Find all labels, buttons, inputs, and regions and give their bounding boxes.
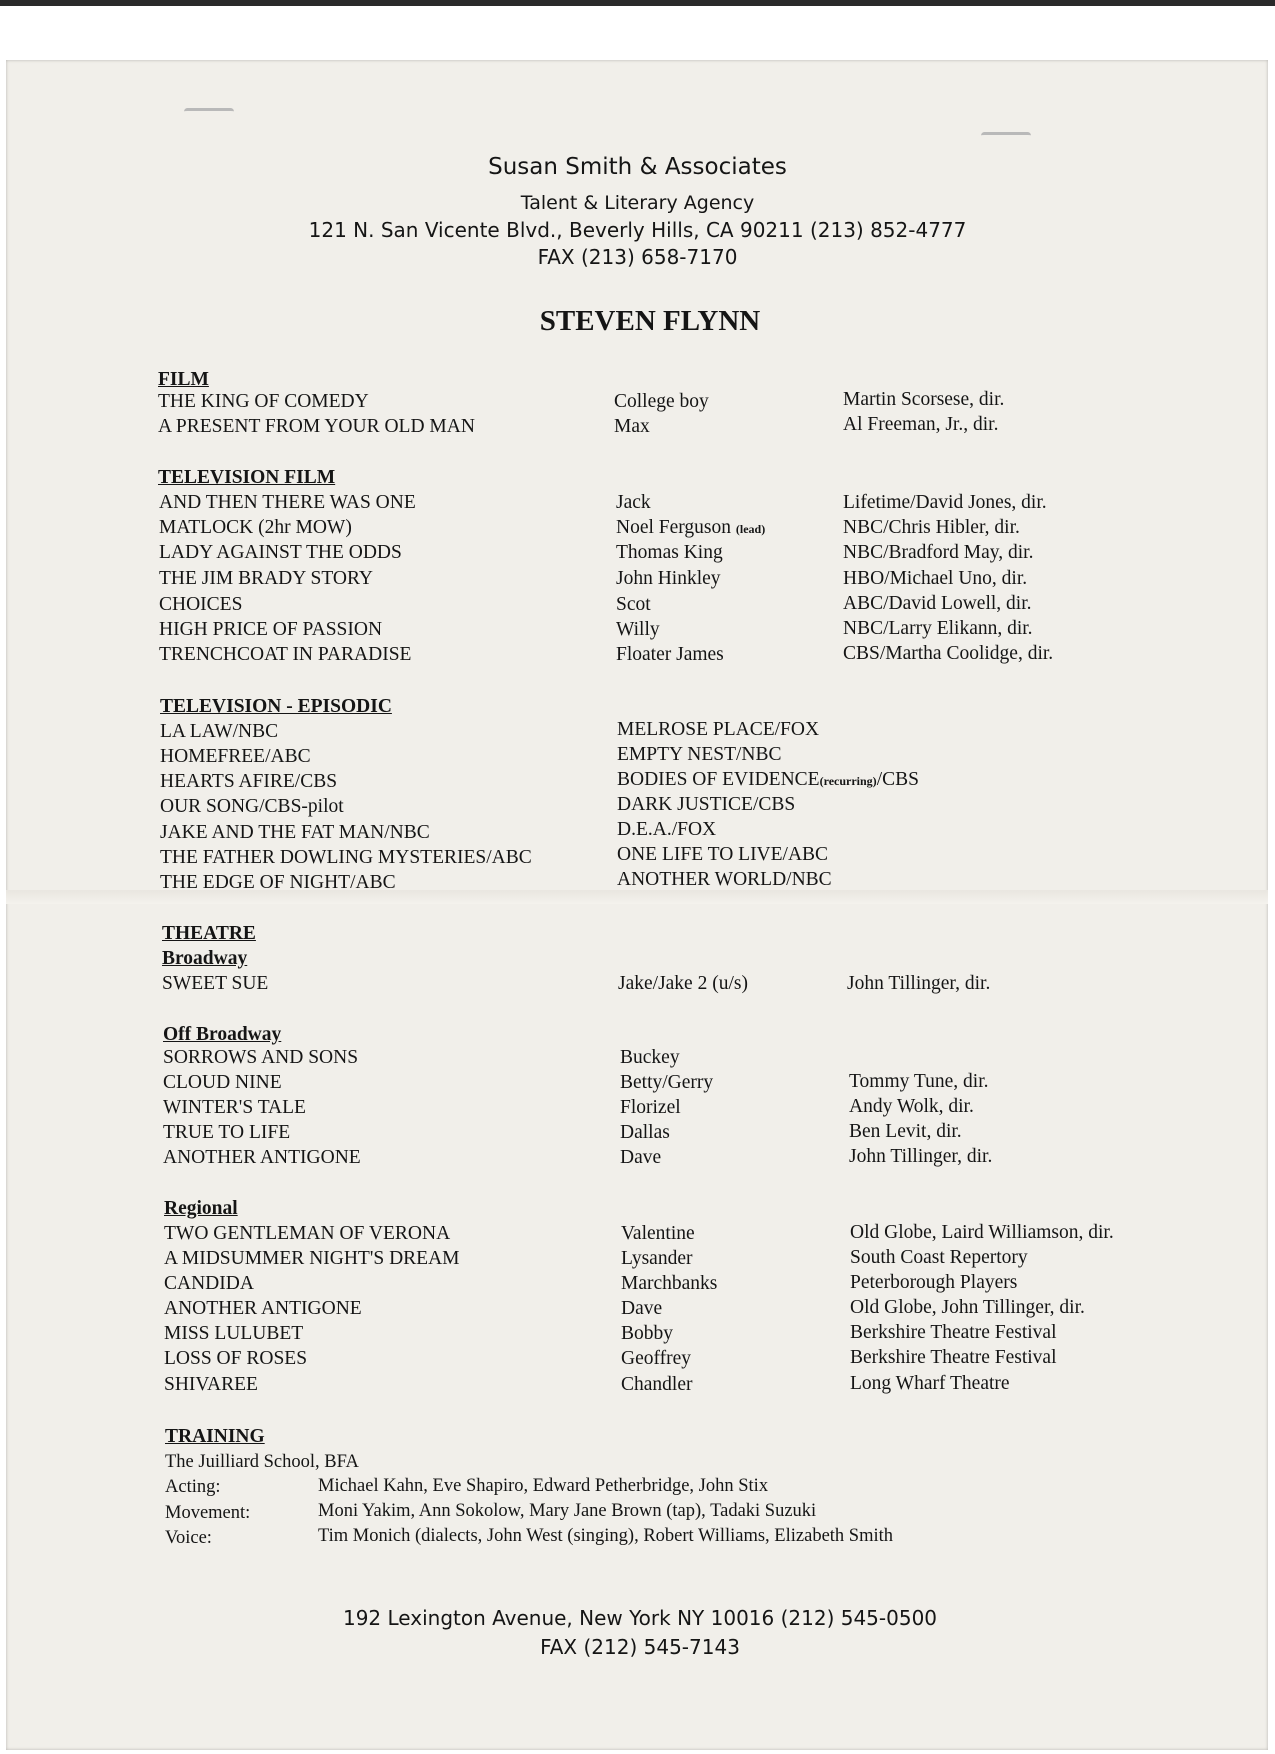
episodic-credit: D.E.A./FOX — [617, 819, 717, 840]
credit-role: Florizel — [620, 1097, 681, 1118]
credit-director: John Tillinger, dir. — [847, 973, 991, 994]
credit-director: Tommy Tune, dir. — [849, 1071, 989, 1092]
credit-title: SORROWS AND SONS — [163, 1047, 359, 1068]
credit-role: Thomas King — [616, 542, 723, 563]
credit-director: Berkshire Theatre Festival — [850, 1347, 1057, 1368]
credit-title: SWEET SUE — [162, 973, 269, 994]
credit-director: Peterborough Players — [850, 1272, 1018, 1293]
agency-tagline: Talent & Literary Agency — [520, 192, 755, 214]
episodic-credit: OUR SONG/CBS-pilot — [160, 796, 344, 817]
episodic-credit-title: BODIES OF EVIDENCE — [617, 769, 820, 790]
credit-title: TRENCHCOAT IN PARADISE — [159, 644, 412, 665]
credit-director: South Coast Repertory — [850, 1247, 1028, 1268]
staple-mark-left — [184, 108, 234, 115]
episodic-credit: MELROSE PLACE/FOX — [617, 719, 820, 740]
credit-role: Buckey — [620, 1047, 680, 1068]
subheading-broadway: Broadway — [162, 948, 248, 969]
credit-role: Lysander — [621, 1248, 693, 1269]
credit-director: Ben Levit, dir. — [849, 1121, 962, 1142]
credit-role: Marchbanks — [621, 1273, 718, 1294]
section-heading-tv-film: TELEVISION FILM — [158, 467, 336, 488]
credit-title: TWO GENTLEMAN OF VERONA — [164, 1223, 451, 1244]
credit-title: THE KING OF COMEDY — [158, 391, 369, 412]
credit-title: SHIVAREE — [164, 1374, 258, 1395]
footer-fax: FAX (212) 545-7143 — [540, 1635, 740, 1659]
credit-title: ANOTHER ANTIGONE — [163, 1147, 361, 1168]
credit-title: ANOTHER ANTIGONE — [164, 1298, 362, 1319]
section-heading-tv-episodic: TELEVISION - EPISODIC — [160, 696, 392, 717]
credit-director: Old Globe, John Tillinger, dir. — [850, 1297, 1085, 1318]
training-value: Tim Monich (dialects, John West (singing), Robert Williams, Elizabeth Smith — [318, 1526, 893, 1546]
credit-role: John Hinkley — [616, 568, 721, 589]
credit-title: LOSS OF ROSES — [164, 1348, 308, 1369]
episodic-credit-note: (recurring) — [819, 774, 877, 788]
training-label: Acting: — [165, 1477, 221, 1497]
credit-director: Long Wharf Theatre — [850, 1373, 1010, 1394]
credit-role: Jack — [616, 492, 651, 513]
credit-role: Geoffrey — [621, 1348, 692, 1369]
credit-title: AND THEN THERE WAS ONE — [159, 492, 416, 513]
credit-director: NBC/Chris Hibler, dir. — [843, 517, 1020, 538]
credit-title: LADY AGAINST THE ODDS — [159, 542, 402, 563]
credit-title: TRUE TO LIFE — [163, 1122, 291, 1143]
credit-title: A MIDSUMMER NIGHT'S DREAM — [164, 1248, 460, 1269]
episodic-credit: JAKE AND THE FAT MAN/NBC — [160, 822, 430, 843]
episodic-credit-network: /CBS — [876, 769, 919, 790]
credit-title: MATLOCK (2hr MOW) — [159, 517, 352, 538]
credit-role: Valentine — [621, 1223, 695, 1244]
staple-mark-right — [981, 132, 1031, 139]
credit-role: Max — [614, 416, 650, 437]
credit-director: John Tillinger, dir. — [849, 1146, 993, 1167]
episodic-credit: EMPTY NEST/NBC — [617, 744, 782, 765]
credit-title: WINTER'S TALE — [163, 1097, 306, 1118]
section-heading-training: TRAINING — [165, 1426, 265, 1447]
episodic-credit: DARK JUSTICE/CBS — [617, 794, 796, 815]
credit-role: Chandler — [621, 1374, 693, 1395]
training-label: Voice: — [165, 1528, 212, 1548]
episodic-credit: HOMEFREE/ABC — [160, 746, 311, 767]
agency-fax: FAX (213) 658-7170 — [537, 245, 738, 269]
credit-role: Dave — [621, 1298, 663, 1319]
agency-address: 121 N. San Vicente Blvd., Beverly Hills, CA 90211 (213) 852-4777 — [308, 218, 967, 242]
credit-role-name: Noel Ferguson — [616, 517, 732, 538]
credit-title: CLOUD NINE — [163, 1072, 282, 1093]
credit-director: NBC/Bradford May, dir. — [843, 542, 1034, 563]
agency-name: Susan Smith & Associates — [488, 154, 787, 180]
episodic-credit: THE EDGE OF NIGHT/ABC — [160, 872, 396, 893]
credit-role: Floater James — [616, 644, 724, 665]
credit-role — [616, 517, 765, 540]
section-heading-theatre: THEATRE — [162, 923, 256, 944]
credit-director: ABC/David Lowell, dir. — [843, 593, 1032, 614]
credit-title: CANDIDA — [164, 1273, 254, 1294]
credit-director: CBS/Martha Coolidge, dir. — [843, 643, 1054, 664]
credit-director: Andy Wolk, dir. — [849, 1096, 974, 1117]
training-label: Movement: — [165, 1503, 251, 1523]
episodic-credit — [617, 769, 919, 792]
episodic-credit: HEARTS AFIRE/CBS — [160, 771, 338, 792]
episodic-credit: ONE LIFE TO LIVE/ABC — [617, 844, 829, 865]
credit-role: Jake/Jake 2 (u/s) — [618, 973, 748, 994]
credit-role: Betty/Gerry — [620, 1072, 714, 1093]
episodic-credit: ANOTHER WORLD/NBC — [617, 869, 832, 890]
credit-role: Willy — [616, 619, 660, 640]
training-value: Michael Kahn, Eve Shapiro, Edward Petherbridge, John Stix — [318, 1476, 769, 1496]
credit-director: Martin Scorsese, dir. — [843, 389, 1005, 410]
credit-title: A PRESENT FROM YOUR OLD MAN — [158, 416, 475, 437]
training-value: Moni Yakim, Ann Sokolow, Mary Jane Brown (tap), Tadaki Suzuki — [318, 1501, 817, 1521]
credit-director: Berkshire Theatre Festival — [850, 1322, 1057, 1343]
section-heading-film: FILM — [158, 369, 209, 390]
credit-title: HIGH PRICE OF PASSION — [159, 619, 383, 640]
credit-director: NBC/Larry Elikann, dir. — [843, 618, 1033, 639]
credit-role: Dallas — [620, 1122, 670, 1143]
credit-role-note: (lead) — [735, 522, 766, 536]
credit-director: Al Freeman, Jr., dir. — [843, 414, 999, 435]
subheading-off-broadway: Off Broadway — [163, 1024, 282, 1045]
credit-role: College boy — [614, 391, 709, 412]
episodic-credit: THE FATHER DOWLING MYSTERIES/ABC — [160, 847, 532, 868]
credit-role: Dave — [620, 1147, 662, 1168]
footer-address: 192 Lexington Avenue, New York NY 10016 (212) 545-0500 — [342, 1606, 938, 1630]
credit-director: Lifetime/David Jones, dir. — [843, 492, 1047, 513]
credit-title: CHOICES — [159, 594, 243, 615]
credit-director: HBO/Michael Uno, dir. — [843, 568, 1028, 589]
episodic-credit: LA LAW/NBC — [160, 721, 279, 742]
credit-role: Scot — [616, 594, 651, 615]
credit-director: Old Globe, Laird Williamson, dir. — [850, 1222, 1114, 1243]
credit-title: MISS LULUBET — [164, 1323, 304, 1344]
credit-role: Bobby — [621, 1323, 674, 1344]
training-school: The Juilliard School, BFA — [165, 1452, 359, 1472]
credit-title: THE JIM BRADY STORY — [159, 568, 373, 589]
subheading-regional: Regional — [164, 1198, 238, 1219]
scan-top-edge — [0, 0, 1275, 6]
actor-name: STEVEN FLYNN — [539, 305, 761, 337]
